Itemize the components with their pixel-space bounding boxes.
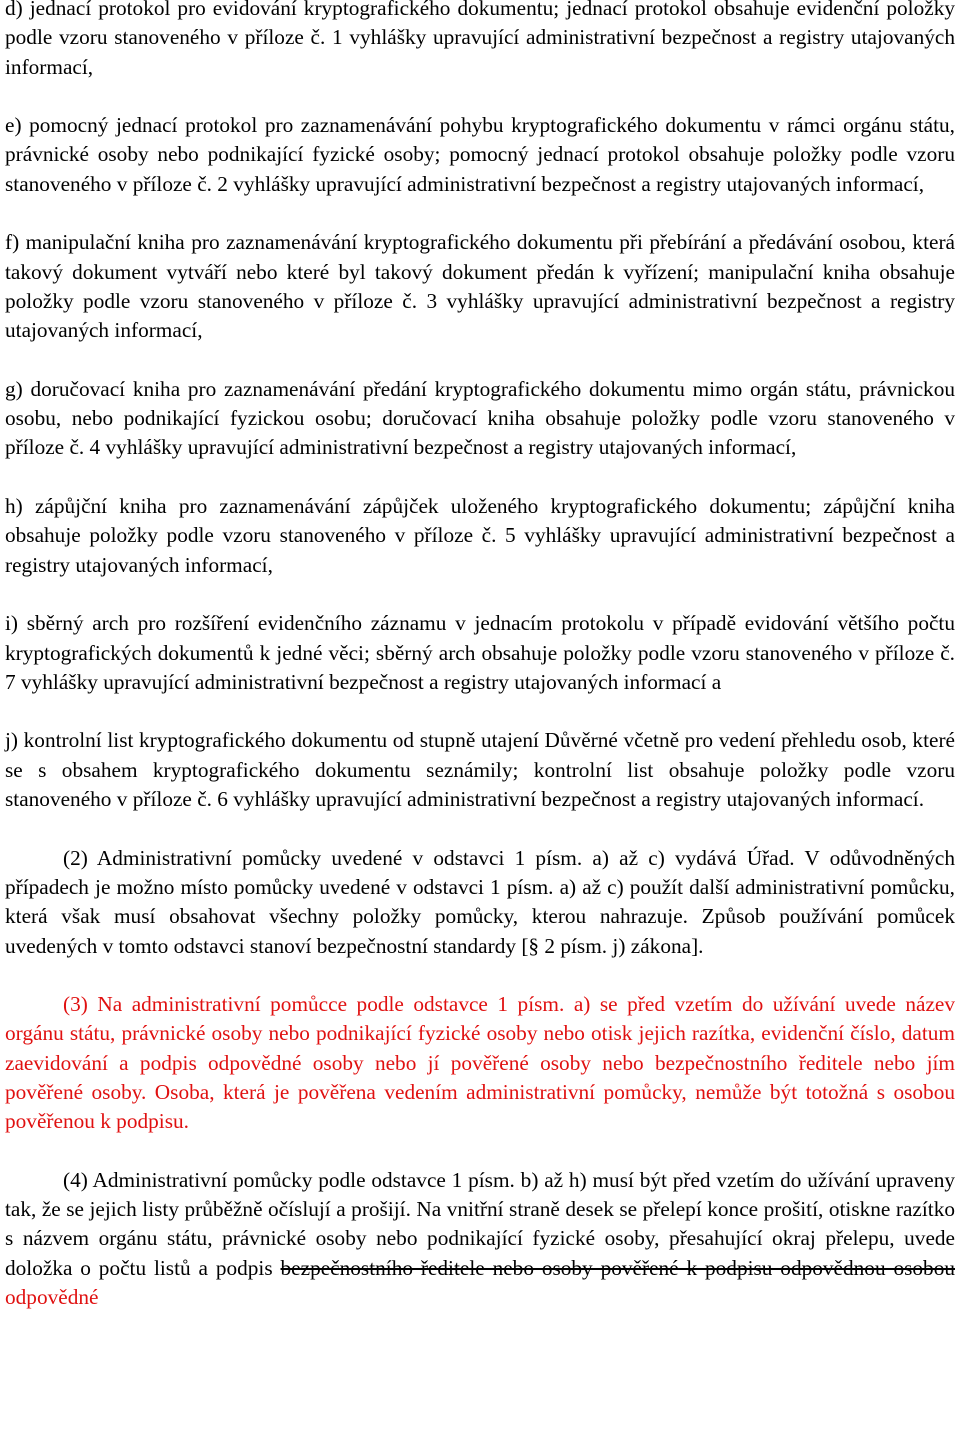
list-item-g: g) doručovací kniha pro zaznamenávání předání kryptografického dokumentu mimo orgán státu, právnickou osobu, nebo podnikající fyzickou osobu; doručovací kniha obsahuje položky podle vzoru stanoveného v příloze č. 4 vyhlášky upravující administrativní bezpečnost a registry utajovaných informací, <box>5 376 955 460</box>
paragraph-4 <box>5 1166 955 1312</box>
list-item-h: h) zápůjční kniha pro zaznamenávání zápůjček uloženého kryptografického dokumentu; zápůjční kniha obsahuje položky podle vzoru stanoveného v příloze č. 5 vyhlášky upravující administrativní bezpečnost a registry utajovaných informací, <box>5 494 955 577</box>
list-item-e: e) pomocný jednací protokol pro zaznamenávání pohybu kryptografického dokumentu v rámci orgánu státu, právnické osoby nebo podnikající fyzické osoby; pomocný jednací protokol obsahuje položky podle vzoru stanoveného v příloze č. 2 vyhlášky upravující administrativní bezpečnost a registry utajovaných informací, <box>5 113 955 196</box>
paragraph-4-inserted-text: odpovědné <box>5 1285 99 1310</box>
document-body <box>5 0 955 1342</box>
list-item-i: i) sběrný arch pro rozšíření evidenčního záznamu v jednacím protokolu v případě evidování většího počtu kryptografických dokumentů k jedné věci; sběrný arch obsahuje položky podle vzoru stanoveného v příloze č. 7 vyhlášky upravující administrativní bezpečnost a registry utajovaných informací a <box>5 611 955 694</box>
list-item-d: d) jednací protokol pro evidování kryptografického dokumentu; jednací protokol obsahuje evidenční položky podle vzoru stanoveného v příloze č. 1 vyhlášky upravující administrativní bezpečnost a registry utajovaných informací, <box>5 0 955 79</box>
paragraph-4-struck-text: bezpečnostního ředitele nebo osoby pověřené k podpisu odpovědnou osobou <box>280 1255 955 1280</box>
list-item-j: j) kontrolní list kryptografického dokumentu od stupně utajení Důvěrné včetně pro vedení přehledu osob, které se s obsahem kryptografického dokumentu seznámily; kontrolní list obsahuje položky podle vzoru stanoveného v příloze č. 6 vyhlášky upravující administrativní bezpečnost a registry utajovaných informací. <box>5 728 955 812</box>
paragraph-2: (2) Administrativní pomůcky uvedené v odstavci 1 písm. a) až c) vydává Úřad. V odůvodněných případech je možno místo pomůcky uvedené v odstavci 1 písm. a) až c) použít další administrativní pomůcku, která však musí obsahovat všechny položky pomůcky, kterou nahrazuje. Způsob používání pomůcek uvedených v tomto odstavci stanoví bezpečnostní standardy [§ 2 písm. j) zákona]. <box>5 845 955 958</box>
list-item-f: f) manipulační kniha pro zaznamenávání kryptografického dokumentu při přebírání a předávání osobou, která takový dokument vytváří nebo které byl takový dokument předán k vyřízení; manipulační kniha obsahuje položky podle vzoru stanoveného v příloze č. 3 vyhlášky upravující administrativní bezpečnost a registry utajovaných informací, <box>5 230 955 343</box>
paragraph-4-text: (4) Administrativní pomůcky podle odstavce 1 písm. b) až h) musí být před vzetím do užívání upraveny tak, že se jejich listy průběžně očíslují a prošijí. Na vnitřní straně desek se přelepí konce prošití, otiskne razítko s názvem orgánu státu, právnické osoby nebo podnikající fyzické osoby, přesahující okraj přelepu, uvede doložka o počtu listů a podpis <box>5 1167 955 1280</box>
paragraph-3: (3) Na administrativní pomůcce podle odstavce 1 písm. a) se před vzetím do užívání uvede název orgánu státu, právnické osoby nebo podnikající fyzické osoby nebo otisk jejich razítka, evidenční číslo, datum zaevidování a podpis odpovědné osoby nebo jí pověřené osoby nebo bezpečnostního ředitele nebo jím pověřené osoby. Osoba, která je pověřena vedením administrativní pomůcky, nemůže být totožná s osobou pověřenou k podpisu. <box>5 992 955 1134</box>
